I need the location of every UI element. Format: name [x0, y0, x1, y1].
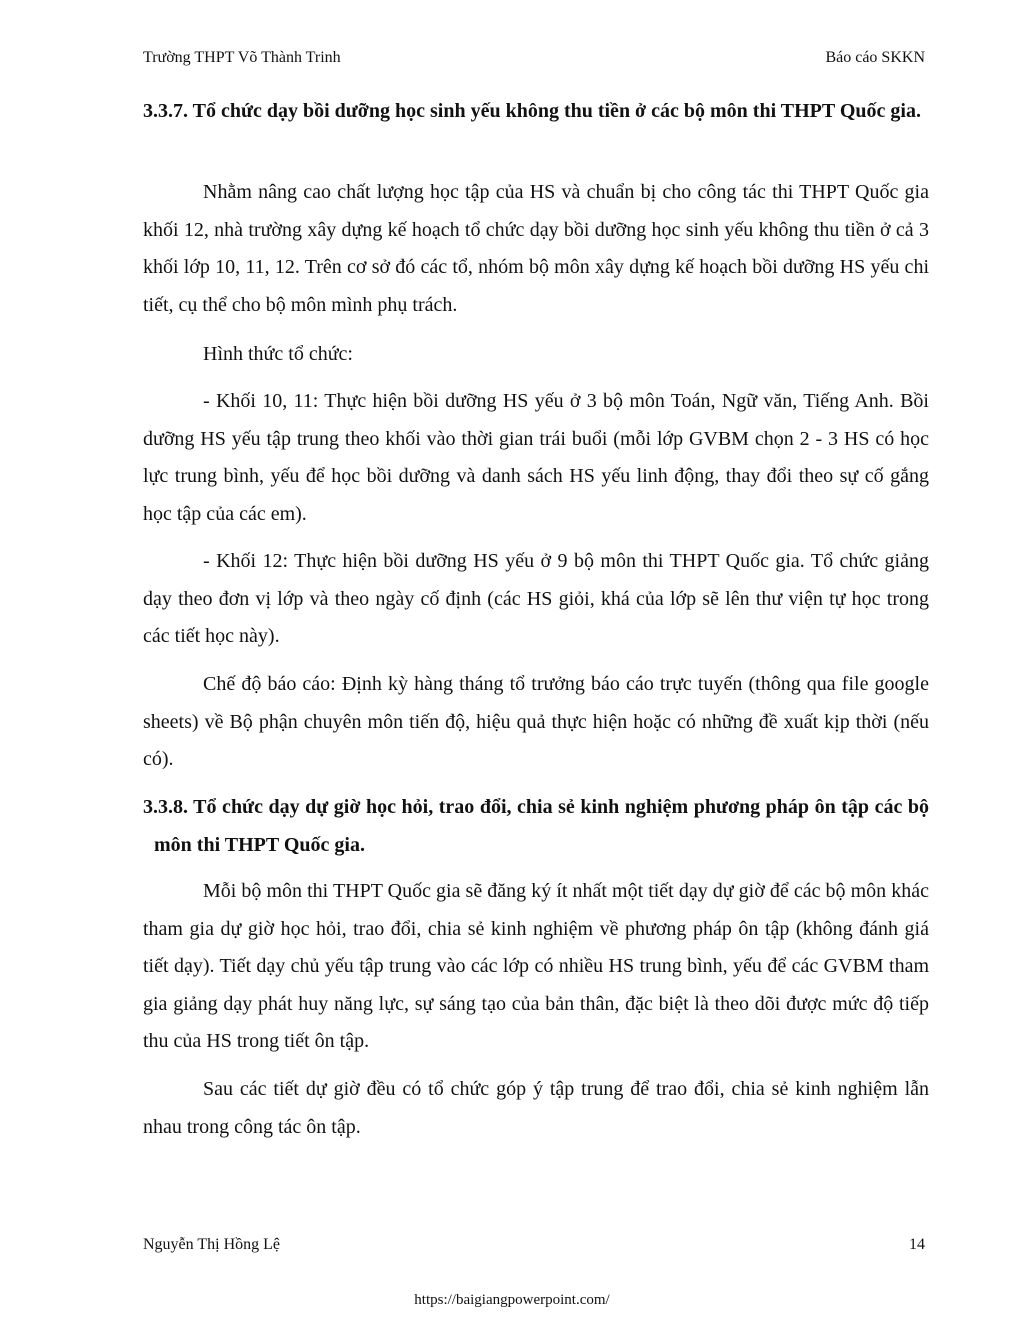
paragraph: - Khối 12: Thực hiện bồi dưỡng HS yếu ở 9 bộ môn thi THPT Quốc gia. Tổ chức giảng dạy theo đơn vị lớp và theo ngày cố định (các HS giỏi, khá của lớp sẽ lên thư viện tự học trong các tiết học này).	[143, 550, 929, 647]
paragraph: Sau các tiết dự giờ đều có tổ chức góp ý tập trung để trao đổi, chia sẻ kinh nghiệm lẫn nhau trong công tác ôn tập.	[143, 1078, 929, 1138]
paragraph: Hình thức tổ chức:	[203, 343, 353, 365]
header-school: Trường THPT Võ Thành Trinh	[143, 49, 341, 66]
section-heading: 3.3.8. Tổ chức dạy dự giờ học hỏi, trao đổi, chia sẻ kinh nghiệm phương pháp ôn tập các bộ môn thi THPT Quốc gia.	[143, 796, 929, 856]
header-report-type: Báo cáo SKKN	[825, 49, 925, 66]
source-url[interactable]: https://baigiangpowerpoint.com/	[414, 1292, 610, 1308]
paragraph: - Khối 10, 11: Thực hiện bồi dưỡng HS yếu ở 3 bộ môn Toán, Ngữ văn, Tiếng Anh. Bồi dưỡng HS yếu tập trung theo khối vào thời gian trái buổi (mỗi lớp GVBM chọn 2 - 3 HS có học lực trung bình, yếu để học bồi dưỡng và danh sách HS yếu linh động, thay đổi theo sự cố gắng học tập của các em).	[143, 390, 929, 525]
paragraph: Chế độ báo cáo: Định kỳ hàng tháng tổ trưởng báo cáo trực tuyến (thông qua file google sheets) về Bộ phận chuyên môn tiến độ, hiệu quả thực hiện hoặc có những đề xuất kịp thời (nếu có).	[143, 673, 929, 770]
paragraph: Mỗi bộ môn thi THPT Quốc gia sẽ đăng ký ít nhất một tiết dạy dự giờ để các bộ môn khác tham gia dự giờ học hỏi, trao đổi, chia sẻ kinh nghiệm về phương pháp ôn tập (không đánh giá tiết dạy). Tiết dạy chủ yếu tập trung vào các lớp có nhiều HS trung bình, yếu để các GVBM tham gia giảng dạy phát huy năng lực, sự sáng tạo của bản thân, đặc biệt là theo dõi được mức độ tiếp thu của HS trong tiết ôn tập.	[143, 880, 929, 1052]
page-number: 14	[909, 1236, 925, 1253]
paragraph: Nhằm nâng cao chất lượng học tập của HS và chuẩn bị cho công tác thi THPT Quốc gia khối 12, nhà trường xây dựng kế hoạch tổ chức dạy bồi dưỡng học sinh yếu không thu tiền ở cả 3 khối lớp 10, 11, 12. Trên cơ sở đó các tổ, nhóm bộ môn xây dựng kế hoạch bồi dưỡng HS yếu chi tiết, cụ thể cho bộ môn mình phụ trách.	[143, 181, 929, 316]
section-heading: 3.3.7. Tổ chức dạy bồi dưỡng học sinh yếu không thu tiền ở các bộ môn thi THPT Quốc gia.	[143, 100, 921, 122]
footer-author: Nguyễn Thị Hồng Lệ	[143, 1236, 281, 1253]
